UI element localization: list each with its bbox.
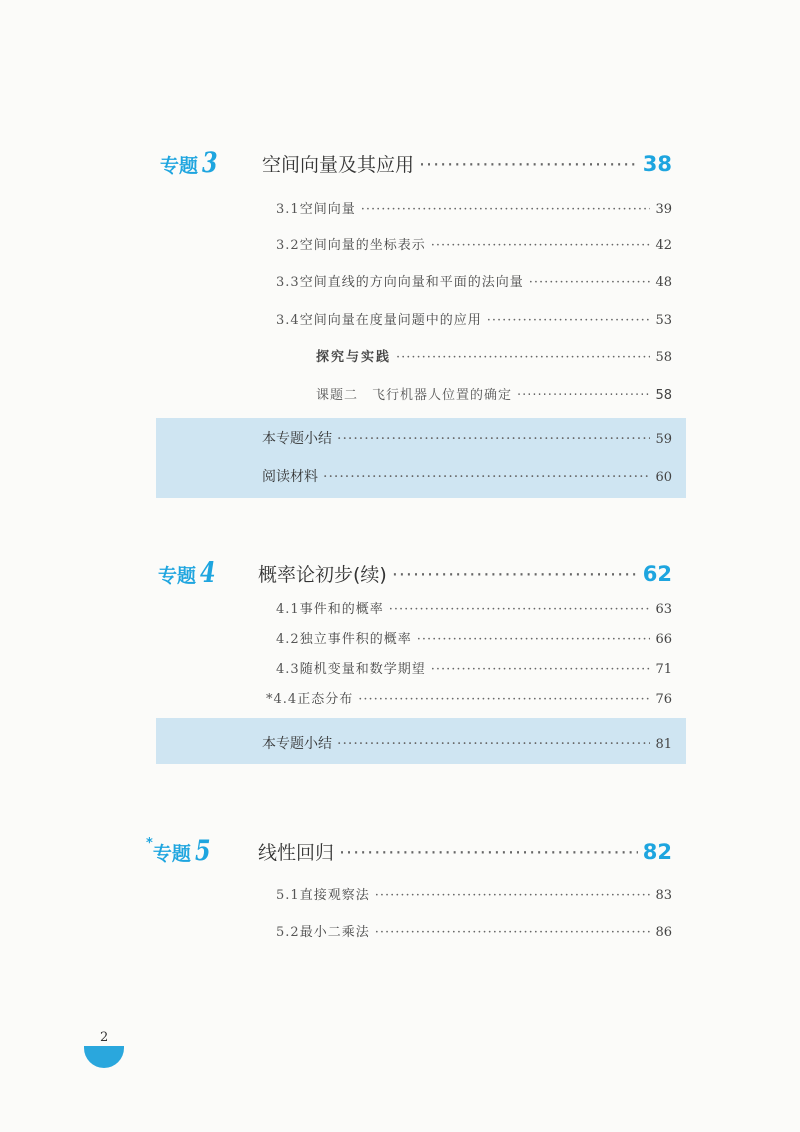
section-number: 4.2 bbox=[276, 632, 300, 647]
toc-entry-exploration[interactable] bbox=[316, 346, 672, 365]
section-page: 48 bbox=[655, 275, 672, 290]
section-title: 直接观察法 bbox=[299, 888, 370, 903]
leader-dots bbox=[339, 842, 638, 864]
leader-dots bbox=[389, 602, 651, 617]
chapter-5-number: 5 bbox=[194, 834, 211, 867]
leader-dots bbox=[431, 662, 651, 677]
section-page: 83 bbox=[655, 888, 672, 903]
leader-dots bbox=[375, 888, 651, 903]
chapter-3-label: 专题 bbox=[160, 155, 199, 177]
chapter-4-tag bbox=[158, 556, 218, 589]
toc-entry-project-2[interactable] bbox=[316, 384, 672, 403]
section-page: 81 bbox=[655, 737, 672, 752]
chapter-5-title: 线性回归 bbox=[258, 842, 335, 864]
leader-dots bbox=[375, 925, 651, 940]
section-title: 本专题小结 bbox=[262, 431, 332, 447]
chapter-5-entry[interactable] bbox=[258, 838, 672, 865]
section-title: 阅读材料 bbox=[262, 469, 318, 485]
section-title: 空间向量 bbox=[299, 202, 356, 217]
chapter-4-entry[interactable] bbox=[258, 560, 672, 587]
section-title: 事件和的概率 bbox=[299, 602, 384, 617]
section-title: 随机变量和数学期望 bbox=[299, 662, 426, 677]
chapter-4-page: 62 bbox=[642, 562, 672, 586]
section-page: 39 bbox=[655, 202, 672, 217]
leader-dots bbox=[517, 388, 650, 403]
section-title: 最小二乘法 bbox=[299, 925, 370, 940]
toc-entry-5-1[interactable] bbox=[276, 884, 672, 903]
section-number: 3.3 bbox=[276, 275, 300, 290]
section-title: 正态分布 bbox=[297, 692, 354, 707]
chapter-5-page: 82 bbox=[642, 840, 672, 864]
toc-entry-3-1[interactable] bbox=[276, 198, 672, 217]
section-page: 63 bbox=[655, 602, 672, 617]
section-number: 4.3 bbox=[276, 662, 300, 677]
toc-entry-3-3[interactable] bbox=[276, 271, 672, 290]
toc-entry-reading[interactable] bbox=[262, 466, 672, 486]
toc-entry-4-3[interactable] bbox=[276, 658, 672, 677]
toc-entry-5-2[interactable] bbox=[276, 921, 672, 940]
chapter-3-entry[interactable] bbox=[262, 150, 672, 177]
leader-dots bbox=[361, 202, 651, 217]
section-page: 60 bbox=[655, 470, 672, 485]
section-page: 59 bbox=[655, 432, 672, 447]
toc-entry-3-2[interactable] bbox=[276, 234, 672, 253]
leader-dots bbox=[392, 564, 638, 586]
section-title: 空间直线的方向向量和平面的法向量 bbox=[299, 275, 524, 290]
leader-dots bbox=[529, 275, 651, 290]
chapter-4-title: 概率论初步(续) bbox=[258, 564, 387, 586]
section-number: 5.2 bbox=[276, 925, 300, 940]
leader-dots bbox=[431, 238, 651, 253]
section-number: 5.1 bbox=[276, 888, 300, 903]
leader-dots bbox=[337, 736, 650, 752]
leader-dots bbox=[323, 469, 650, 485]
section-page: 42 bbox=[655, 238, 672, 253]
section-title: 空间向量的坐标表示 bbox=[299, 238, 426, 253]
section-page: 71 bbox=[655, 662, 672, 677]
toc-entry-summary-3[interactable] bbox=[262, 428, 672, 448]
section-page: 53 bbox=[655, 313, 672, 328]
section-title: 课题二 飞行机器人位置的确定 bbox=[316, 388, 513, 403]
section-page: 58 bbox=[655, 388, 672, 403]
chapter-4-label: 专题 bbox=[158, 565, 197, 587]
section-page: 66 bbox=[655, 632, 672, 647]
toc-entry-4-1[interactable] bbox=[276, 598, 672, 617]
leader-dots bbox=[358, 692, 650, 707]
section-page: 58 bbox=[655, 350, 672, 365]
section-title: 本专题小结 bbox=[262, 736, 332, 752]
section-number: 3.1 bbox=[276, 202, 300, 217]
leader-dots bbox=[487, 313, 651, 328]
page-number: 2 bbox=[100, 1030, 109, 1045]
toc-entry-4-4[interactable] bbox=[266, 688, 672, 707]
leader-dots bbox=[396, 350, 650, 365]
chapter-3-tag bbox=[160, 146, 220, 179]
optional-star: * bbox=[146, 836, 153, 851]
section-number: 4.1 bbox=[276, 602, 300, 617]
toc-entry-3-4[interactable] bbox=[276, 309, 672, 328]
section-title: 空间向量在度量问题中的应用 bbox=[299, 313, 482, 328]
chapter-5-tag bbox=[146, 834, 212, 867]
section-title: 探究与实践 bbox=[316, 350, 392, 365]
chapter-4-number: 4 bbox=[199, 556, 216, 589]
leader-dots bbox=[337, 431, 650, 447]
toc-entry-summary-4[interactable] bbox=[262, 733, 672, 753]
section-title: 独立事件积的概率 bbox=[299, 632, 412, 647]
chapter-3-page: 38 bbox=[642, 152, 672, 176]
section-number: *4.4 bbox=[266, 692, 298, 707]
section-number: 3.2 bbox=[276, 238, 300, 253]
toc-entry-4-2[interactable] bbox=[276, 628, 672, 647]
chapter-3-number: 3 bbox=[201, 146, 218, 179]
section-page: 86 bbox=[655, 925, 672, 940]
leader-dots bbox=[419, 154, 638, 176]
leader-dots bbox=[417, 632, 651, 647]
chapter-5-label: 专题 bbox=[152, 843, 191, 865]
section-page: 76 bbox=[655, 692, 672, 707]
page-number-tab bbox=[84, 1046, 124, 1068]
section-number: 3.4 bbox=[276, 313, 300, 328]
chapter-3-title: 空间向量及其应用 bbox=[262, 154, 415, 176]
